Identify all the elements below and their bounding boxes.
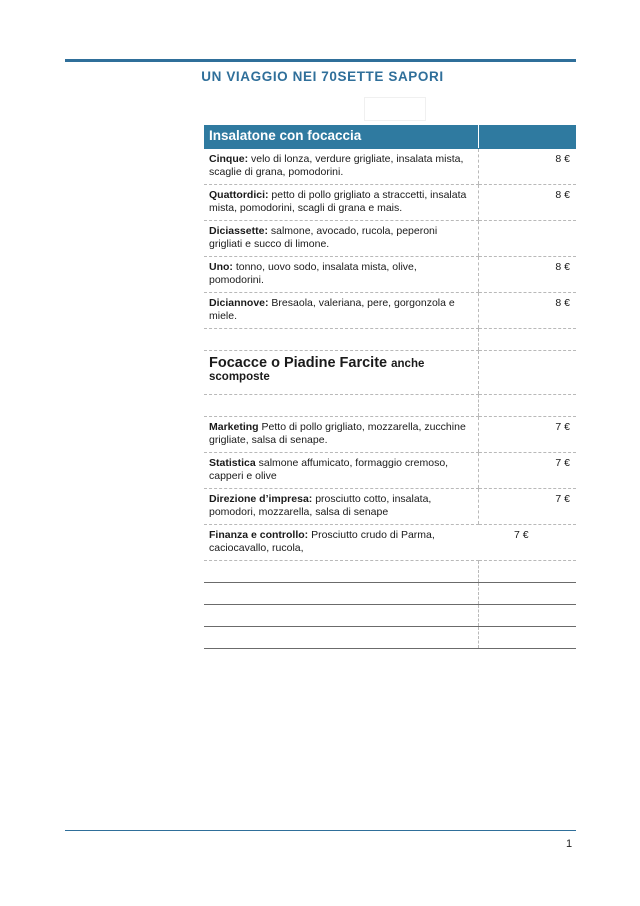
menu-item-description: prosciutto cotto, insalata, pomodori, mozzarella, salsa di senape <box>209 493 432 518</box>
menu-item-row <box>204 185 576 221</box>
menu-table <box>204 125 576 649</box>
empty-row <box>204 561 576 583</box>
menu-item-row <box>204 453 576 489</box>
menu-item-description: salmone, avocado, rucola, peperoni grigliati e succo di limone. <box>209 225 438 250</box>
menu-item-description-cell <box>204 525 478 561</box>
menu-item-price: 7 € <box>478 417 576 453</box>
menu-item-row <box>204 525 576 561</box>
menu-item-row <box>204 257 576 293</box>
menu-item-price <box>478 221 576 257</box>
menu-item-price: 7 € <box>478 489 576 525</box>
menu-item-name: Marketing <box>209 421 259 433</box>
section-title-main: Focacce o Piadine Farcite <box>209 355 392 371</box>
menu-item-description: petto di pollo grigliato a straccetti, insalata mista, pomodorini, scagli di grana e mais. <box>209 189 467 214</box>
menu-item-description: salmone affumicato, formaggio cremoso, capperi e olive <box>209 457 449 482</box>
menu-item-description: velo di lonza, verdure grigliate, insalata mista, scaglie di grana, pomodorini. <box>209 153 464 178</box>
menu-item-description-cell <box>204 489 478 525</box>
empty-row <box>204 627 576 649</box>
section-header: Insalatone con focaccia <box>204 125 478 149</box>
menu-item-description: Petto di pollo grigliato, mozzarella, zucchine grigliate, salsa di senape. <box>209 421 466 446</box>
blank-image-placeholder <box>364 97 426 121</box>
section-title-sub: anche scomposte <box>209 358 425 383</box>
menu-item-name: Statistica <box>209 457 256 469</box>
menu-item-name: Uno: <box>209 261 233 273</box>
menu-item-description-cell <box>204 417 478 453</box>
menu-item-price: 7 € <box>478 453 576 489</box>
menu-item-price: 8 € <box>478 257 576 293</box>
menu-item-description: Prosciutto crudo di Parma, caciocavallo, rucola, <box>209 529 435 554</box>
menu-item-row <box>204 221 576 257</box>
menu-item-description-cell <box>204 149 478 185</box>
empty-row <box>204 395 576 417</box>
menu-item-description-cell <box>204 221 478 257</box>
menu-item-name: Direzione d’impresa: <box>209 493 313 505</box>
section-header-price-cell <box>478 125 576 149</box>
section-title <box>204 351 478 395</box>
menu-item-price: 7 € <box>478 525 576 561</box>
document-title: UN VIAGGIO NEI 70SETTE SAPORI <box>201 69 444 84</box>
section-header-row <box>204 125 576 149</box>
empty-row <box>204 329 576 351</box>
menu-item-name: Diciassette: <box>209 225 268 237</box>
menu-item-row <box>204 489 576 525</box>
menu-item-description-cell <box>204 453 478 489</box>
menu-item-row <box>204 293 576 329</box>
menu-item-price: 8 € <box>478 149 576 185</box>
menu-item-description-cell <box>204 257 478 293</box>
top-rule <box>65 59 576 62</box>
menu-item-description-cell <box>204 185 478 221</box>
menu-item-row <box>204 417 576 453</box>
menu-item-description: tonno, uovo sodo, insalata mista, olive, pomodorini. <box>209 261 417 286</box>
empty-row <box>204 583 576 605</box>
menu-item-name: Cinque: <box>209 153 249 165</box>
page-number: 1 <box>566 838 573 850</box>
section-title-row <box>204 351 576 395</box>
bottom-rule <box>65 830 576 831</box>
menu-item-name: Finanza e controllo: <box>209 529 309 541</box>
menu-item-row <box>204 149 576 185</box>
menu-item-description-cell <box>204 293 478 329</box>
menu-item-price: 8 € <box>478 185 576 221</box>
menu-item-name: Quattordici: <box>209 189 269 201</box>
menu-item-name: Diciannove: <box>209 297 269 309</box>
menu-item-price: 8 € <box>478 293 576 329</box>
empty-row <box>204 605 576 627</box>
menu-item-description: Bresaola, valeriana, pere, gorgonzola e miele. <box>209 297 455 322</box>
